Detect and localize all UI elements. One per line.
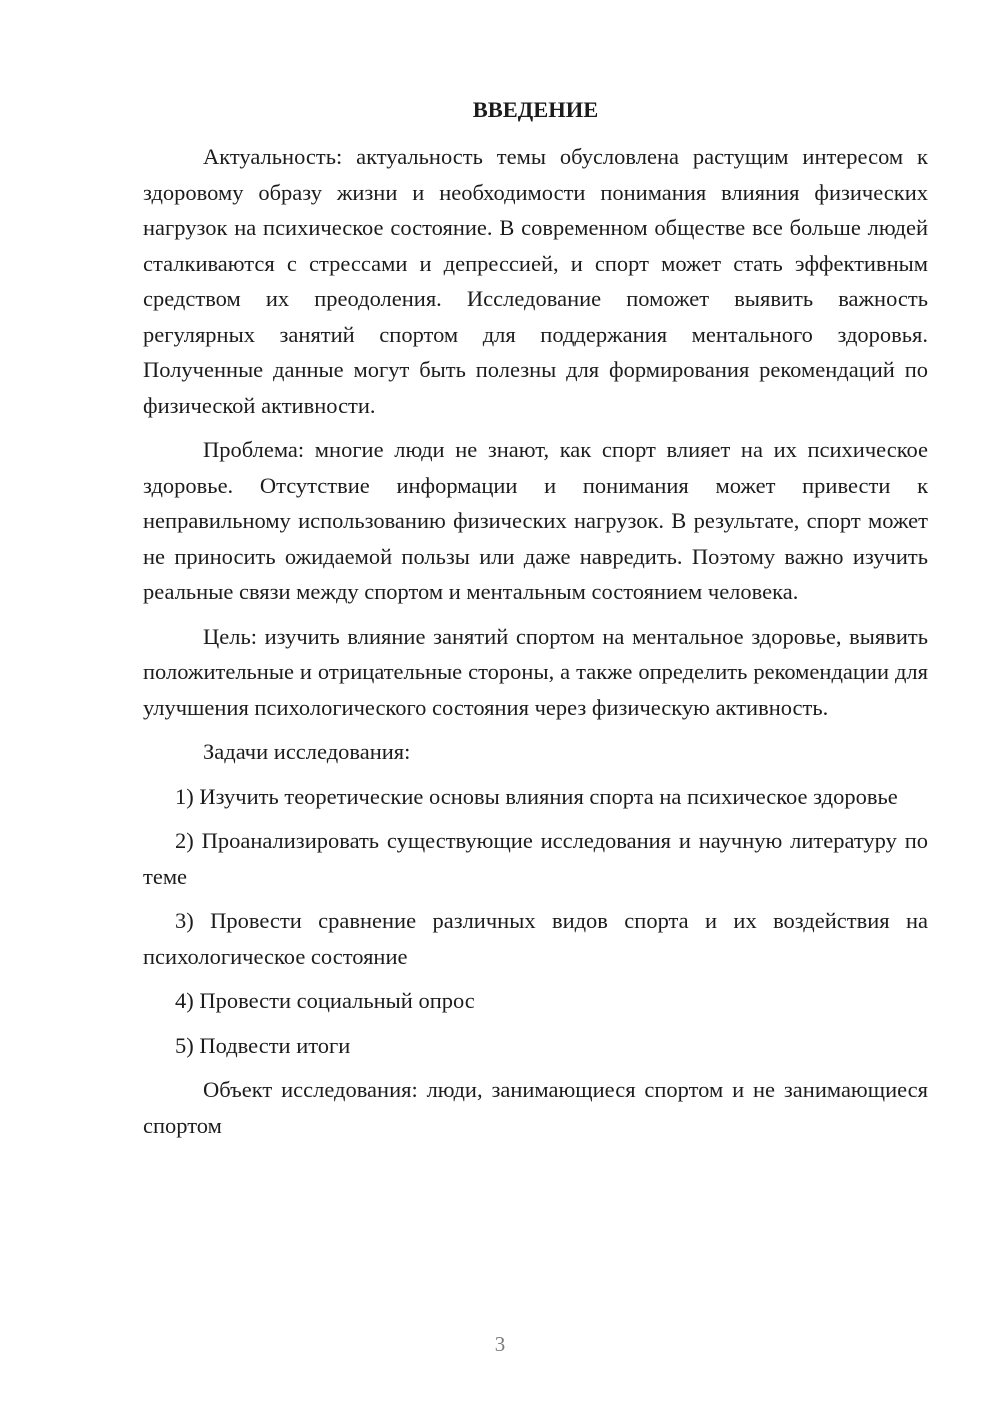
section-heading: ВВЕДЕНИЕ	[472, 97, 599, 122]
relevance-paragraph: Актуальность: актуальность темы обусловлена растущим интересом к здоровому образу жизни и необходимости понимания влияния физических нагрузок на психическое состояние. В современном обществе все больше людей сталкиваются с стрессами и депрессией, и спорт может стать эффективным средством их преодоления. Исследование поможет выявить важность регулярных занятий спортом для поддержания ментального здоровья. Полученные данные могут быть полезны для формирования рекомендаций по физической активности.	[143, 144, 928, 418]
task-item: 2) Проанализировать существующие исследования и научную литературу по теме	[143, 828, 928, 889]
task-item: 4) Провести социальный опрос	[175, 988, 475, 1013]
problem-paragraph: Проблема: многие люди не знают, как спорт влияет на их психическое здоровье. Отсутствие информации и понимания может привести к неправильному использованию физических нагрузок. В результате, спорт может не приносить ожидаемой пользы или даже навредить. Поэтому важно изучить реальные связи между спортом и ментальным состоянием человека.	[143, 437, 928, 604]
tasks-heading: Задачи исследования:	[203, 739, 411, 764]
task-item: 1) Изучить теоретические основы влияния спорта на психическое здоровье	[175, 783, 898, 809]
task-item: 5) Подвести итоги	[175, 1032, 351, 1058]
task-item: 3) Провести сравнение различных видов спорта и их воздействия на психологическое состояние	[143, 908, 928, 969]
goal-paragraph: Цель: изучить влияние занятий спортом на ментальное здоровье, выявить положительные и отрицательные стороны, а также определить рекомендации для улучшения психологического состояния через физическую активность.	[143, 623, 928, 720]
object-paragraph: Объект исследования: люди, занимающиеся спортом и не занимающиеся спортом	[143, 1077, 928, 1138]
page-number: 3	[494, 1332, 506, 1356]
page-content	[143, 92, 928, 1143]
